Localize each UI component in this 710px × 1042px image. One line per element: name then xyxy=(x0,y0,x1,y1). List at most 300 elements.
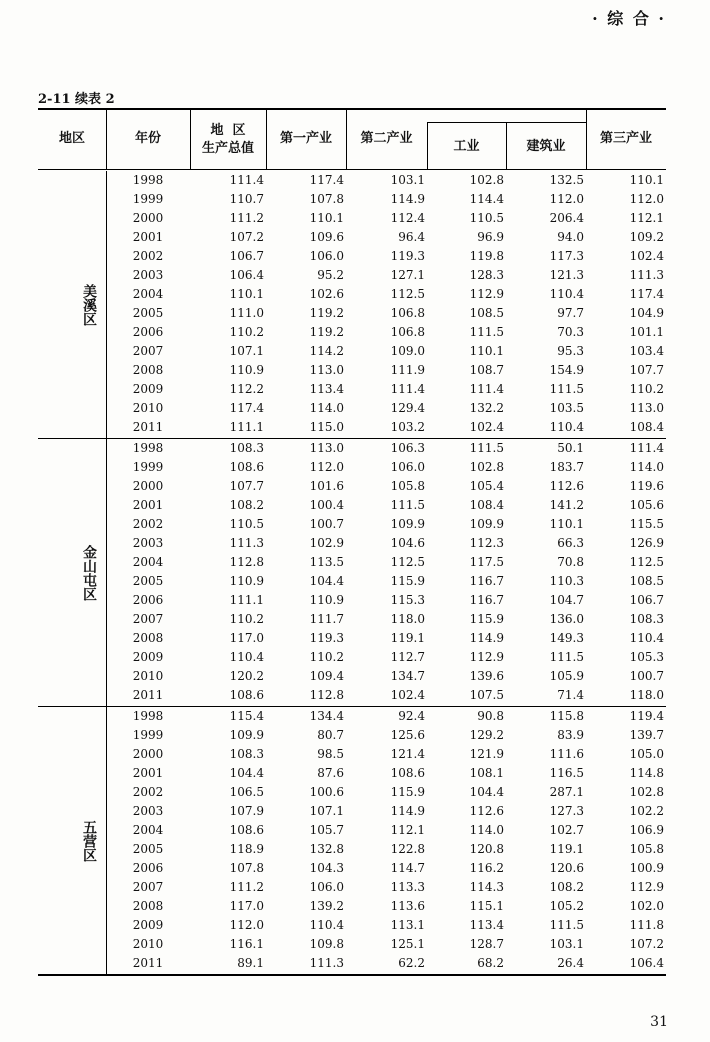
cell-tertiary: 105.3 xyxy=(629,650,664,664)
cell-tertiary: 104.9 xyxy=(629,306,664,320)
cell-year: 2011 xyxy=(132,956,164,970)
cell-industry: 129.2 xyxy=(469,728,504,742)
cell-secondary: 108.6 xyxy=(390,766,425,780)
cell-gdp: 108.6 xyxy=(229,688,264,702)
cell-primary: 112.0 xyxy=(309,460,344,474)
cell-primary: 104.4 xyxy=(309,574,344,588)
cell-primary: 119.3 xyxy=(309,631,344,645)
table-row xyxy=(38,610,666,629)
cell-tertiary: 102.4 xyxy=(629,249,664,263)
cell-tertiary: 111.8 xyxy=(629,918,664,932)
cell-secondary: 134.7 xyxy=(390,669,425,683)
table-row xyxy=(38,764,666,783)
table-row xyxy=(38,629,666,648)
cell-gdp: 110.1 xyxy=(229,287,264,301)
cell-gdp: 106.5 xyxy=(229,785,264,799)
cell-industry: 115.9 xyxy=(469,612,504,626)
cell-gdp: 111.1 xyxy=(229,593,264,607)
cell-primary: 111.7 xyxy=(309,612,344,626)
cell-secondary: 104.6 xyxy=(390,536,425,550)
table-row xyxy=(38,361,666,380)
cell-construction: 71.4 xyxy=(557,688,584,702)
cell-industry: 113.4 xyxy=(469,918,504,932)
cell-year: 2000 xyxy=(132,479,164,493)
cell-gdp: 111.0 xyxy=(229,306,264,320)
cell-primary: 102.6 xyxy=(309,287,344,301)
col-header-year: 年份 xyxy=(134,131,161,146)
cell-gdp: 107.1 xyxy=(229,344,264,358)
cell-year: 2007 xyxy=(132,344,164,358)
cell-construction: 111.5 xyxy=(549,382,584,396)
cell-year: 2004 xyxy=(132,287,164,301)
cell-primary: 114.0 xyxy=(309,401,344,415)
cell-primary: 119.2 xyxy=(309,306,344,320)
table-row xyxy=(38,935,666,954)
cell-tertiary: 105.6 xyxy=(629,498,664,512)
cell-primary: 106.0 xyxy=(309,880,344,894)
cell-secondary: 92.4 xyxy=(398,709,425,723)
cell-industry: 114.3 xyxy=(469,880,504,894)
cell-construction: 121.3 xyxy=(549,268,584,282)
cell-year: 1999 xyxy=(132,192,164,206)
cell-construction: 66.3 xyxy=(557,536,584,550)
cell-construction: 104.7 xyxy=(549,593,584,607)
cell-year: 2001 xyxy=(132,498,164,512)
cell-gdp: 120.2 xyxy=(229,669,264,683)
cell-industry: 128.7 xyxy=(469,937,504,951)
cell-tertiary: 114.8 xyxy=(629,766,664,780)
cell-tertiary: 110.1 xyxy=(629,173,664,187)
cell-tertiary: 114.0 xyxy=(629,460,664,474)
cell-industry: 90.8 xyxy=(477,709,504,723)
cell-secondary: 112.1 xyxy=(390,823,425,837)
cell-gdp: 117.0 xyxy=(229,899,264,913)
cell-primary: 100.6 xyxy=(309,785,344,799)
cell-construction: 102.7 xyxy=(549,823,584,837)
cell-secondary: 106.3 xyxy=(390,441,425,455)
cell-industry: 116.7 xyxy=(469,574,504,588)
cell-construction: 105.9 xyxy=(549,669,584,683)
cell-primary: 117.4 xyxy=(309,173,344,187)
cell-secondary: 106.8 xyxy=(390,325,425,339)
cell-year: 2008 xyxy=(132,631,164,645)
cell-tertiary: 111.4 xyxy=(629,441,664,455)
cell-tertiary: 105.8 xyxy=(629,842,664,856)
cell-tertiary: 110.2 xyxy=(629,382,664,396)
table-row xyxy=(38,686,666,705)
cell-secondary: 119.3 xyxy=(390,249,425,263)
region-name: 金山屯区 xyxy=(81,544,97,601)
cell-primary: 106.0 xyxy=(309,249,344,263)
cell-gdp: 117.4 xyxy=(229,401,264,415)
cell-gdp: 115.4 xyxy=(229,709,264,723)
cell-primary: 109.4 xyxy=(309,669,344,683)
cell-tertiary: 113.0 xyxy=(629,401,664,415)
cell-construction: 97.7 xyxy=(557,306,584,320)
cell-year: 2000 xyxy=(132,211,164,225)
cell-construction: 154.9 xyxy=(549,363,584,377)
cell-construction: 141.2 xyxy=(549,498,584,512)
cell-industry: 112.9 xyxy=(469,650,504,664)
cell-construction: 103.1 xyxy=(549,937,584,951)
cell-tertiary: 115.5 xyxy=(629,517,664,531)
cell-primary: 139.2 xyxy=(309,899,344,913)
cell-industry: 139.6 xyxy=(469,669,504,683)
cell-construction: 112.6 xyxy=(549,479,584,493)
cell-primary: 87.6 xyxy=(317,766,344,780)
cell-year: 1999 xyxy=(132,728,164,742)
cell-secondary: 103.1 xyxy=(390,173,425,187)
cell-primary: 132.8 xyxy=(309,842,344,856)
cell-industry: 102.8 xyxy=(469,173,504,187)
cell-industry: 115.1 xyxy=(469,899,504,913)
cell-industry: 114.4 xyxy=(469,192,504,206)
cell-gdp: 111.4 xyxy=(229,173,264,187)
table-row xyxy=(38,228,666,247)
cell-gdp: 110.9 xyxy=(229,574,264,588)
cell-industry: 128.3 xyxy=(469,268,504,282)
cell-primary: 111.3 xyxy=(309,956,344,970)
cell-industry: 111.5 xyxy=(469,325,504,339)
table-row xyxy=(38,591,666,610)
cell-gdp: 117.0 xyxy=(229,631,264,645)
cell-year: 2005 xyxy=(132,306,164,320)
cell-construction: 105.2 xyxy=(549,899,584,913)
cell-tertiary: 107.7 xyxy=(629,363,664,377)
cell-industry: 112.3 xyxy=(469,536,504,550)
cell-year: 2003 xyxy=(132,268,164,282)
cell-construction: 110.1 xyxy=(549,517,584,531)
table-row xyxy=(38,380,666,399)
table-row xyxy=(38,439,666,458)
cell-gdp: 107.2 xyxy=(229,230,264,244)
cell-construction: 116.5 xyxy=(549,766,584,780)
cell-industry: 119.8 xyxy=(469,249,504,263)
cell-primary: 80.7 xyxy=(317,728,344,742)
cell-industry: 104.4 xyxy=(469,785,504,799)
table-row xyxy=(38,821,666,840)
cell-secondary: 106.0 xyxy=(390,460,425,474)
col-header-region: 地区 xyxy=(58,131,85,146)
cell-primary: 104.3 xyxy=(309,861,344,875)
cell-secondary: 62.2 xyxy=(398,956,425,970)
cell-year: 2002 xyxy=(132,785,164,799)
cell-tertiary: 112.0 xyxy=(629,192,664,206)
cell-year: 2007 xyxy=(132,880,164,894)
table-row xyxy=(38,897,666,916)
cell-construction: 183.7 xyxy=(549,460,584,474)
cell-gdp: 111.2 xyxy=(229,211,264,225)
cell-primary: 115.0 xyxy=(309,420,344,434)
cell-year: 2008 xyxy=(132,899,164,913)
cell-tertiary: 102.2 xyxy=(629,804,664,818)
cell-construction: 127.3 xyxy=(549,804,584,818)
cell-year: 2004 xyxy=(132,823,164,837)
cell-year: 2006 xyxy=(132,593,164,607)
cell-year: 2009 xyxy=(132,918,164,932)
cell-gdp: 110.2 xyxy=(229,612,264,626)
cell-gdp: 108.6 xyxy=(229,823,264,837)
cell-construction: 83.9 xyxy=(557,728,584,742)
cell-gdp: 118.9 xyxy=(229,842,264,856)
cell-primary: 100.7 xyxy=(309,517,344,531)
cell-industry: 111.4 xyxy=(469,382,504,396)
cell-primary: 110.9 xyxy=(309,593,344,607)
cell-secondary: 121.4 xyxy=(390,747,425,761)
cell-industry: 109.9 xyxy=(469,517,504,531)
cell-secondary: 122.8 xyxy=(390,842,425,856)
cell-tertiary: 112.9 xyxy=(629,880,664,894)
table-row xyxy=(38,802,666,821)
cell-secondary: 111.4 xyxy=(390,382,425,396)
cell-tertiary: 106.4 xyxy=(629,956,664,970)
cell-secondary: 112.5 xyxy=(390,555,425,569)
table-row xyxy=(38,859,666,878)
cell-tertiary: 102.0 xyxy=(629,899,664,913)
cell-primary: 110.1 xyxy=(309,211,344,225)
cell-construction: 119.1 xyxy=(549,842,584,856)
table-row xyxy=(38,515,666,534)
col-header-tertiary: 第三产业 xyxy=(599,131,652,146)
col-header-industry: 工业 xyxy=(453,139,480,154)
table-row xyxy=(38,399,666,418)
cell-tertiary: 111.3 xyxy=(629,268,664,282)
cell-construction: 26.4 xyxy=(557,956,584,970)
table-row xyxy=(38,247,666,266)
cell-gdp: 110.9 xyxy=(229,363,264,377)
cell-primary: 110.4 xyxy=(309,918,344,932)
table-row xyxy=(38,285,666,304)
cell-construction: 111.5 xyxy=(549,918,584,932)
cell-gdp: 111.3 xyxy=(229,536,264,550)
cell-tertiary: 102.8 xyxy=(629,785,664,799)
table-row xyxy=(38,209,666,228)
cell-year: 2011 xyxy=(132,688,164,702)
cell-primary: 134.4 xyxy=(309,709,344,723)
cell-primary: 119.2 xyxy=(309,325,344,339)
table-row xyxy=(38,496,666,515)
cell-secondary: 96.4 xyxy=(398,230,425,244)
cell-secondary: 111.9 xyxy=(390,363,425,377)
cell-industry: 120.8 xyxy=(469,842,504,856)
cell-year: 2006 xyxy=(132,325,164,339)
cell-construction: 110.4 xyxy=(549,287,584,301)
cell-year: 2004 xyxy=(132,555,164,569)
table-label: 2-11 续表 2 xyxy=(38,92,115,107)
cell-primary: 114.2 xyxy=(309,344,344,358)
cell-gdp: 106.4 xyxy=(229,268,264,282)
cell-tertiary: 118.0 xyxy=(629,688,664,702)
cell-industry: 108.5 xyxy=(469,306,504,320)
cell-construction: 50.1 xyxy=(557,441,584,455)
cell-secondary: 105.8 xyxy=(390,479,425,493)
cell-primary: 113.0 xyxy=(309,363,344,377)
table-row xyxy=(38,458,666,477)
table-row xyxy=(38,726,666,745)
cell-secondary: 129.4 xyxy=(390,401,425,415)
cell-construction: 70.3 xyxy=(557,325,584,339)
cell-year: 2010 xyxy=(132,937,164,951)
cell-primary: 107.1 xyxy=(309,804,344,818)
table-row xyxy=(38,534,666,553)
cell-industry: 108.4 xyxy=(469,498,504,512)
cell-tertiary: 112.5 xyxy=(629,555,664,569)
cell-tertiary: 109.2 xyxy=(629,230,664,244)
cell-construction: 206.4 xyxy=(549,211,584,225)
cell-tertiary: 108.4 xyxy=(629,420,664,434)
cell-secondary: 114.9 xyxy=(390,804,425,818)
cell-secondary: 103.2 xyxy=(390,420,425,434)
cell-primary: 101.6 xyxy=(309,479,344,493)
cell-secondary: 127.1 xyxy=(390,268,425,282)
table-row xyxy=(38,954,666,973)
cell-primary: 105.7 xyxy=(309,823,344,837)
cell-secondary: 115.9 xyxy=(390,785,425,799)
cell-tertiary: 119.6 xyxy=(629,479,664,493)
group-rule xyxy=(38,974,666,976)
cell-year: 2008 xyxy=(132,363,164,377)
cell-industry: 112.9 xyxy=(469,287,504,301)
cell-secondary: 118.0 xyxy=(390,612,425,626)
cell-industry: 102.8 xyxy=(469,460,504,474)
cell-industry: 110.1 xyxy=(469,344,504,358)
cell-tertiary: 117.4 xyxy=(629,287,664,301)
table-row xyxy=(38,916,666,935)
cell-secondary: 102.4 xyxy=(390,688,425,702)
cell-construction: 111.6 xyxy=(549,747,584,761)
cell-year: 2011 xyxy=(132,420,164,434)
cell-secondary: 113.1 xyxy=(390,918,425,932)
cell-year: 2000 xyxy=(132,747,164,761)
cell-tertiary: 108.3 xyxy=(629,612,664,626)
cell-industry: 102.4 xyxy=(469,420,504,434)
cell-primary: 98.5 xyxy=(317,747,344,761)
cell-gdp: 89.1 xyxy=(237,956,264,970)
cell-year: 2009 xyxy=(132,382,164,396)
cell-tertiary: 106.9 xyxy=(629,823,664,837)
cell-industry: 110.5 xyxy=(469,211,504,225)
cell-tertiary: 108.5 xyxy=(629,574,664,588)
cell-industry: 121.9 xyxy=(469,747,504,761)
cell-construction: 108.2 xyxy=(549,880,584,894)
col-header-construction: 建筑业 xyxy=(526,139,566,154)
table-row xyxy=(38,667,666,686)
cell-construction: 110.4 xyxy=(549,420,584,434)
cell-construction: 111.5 xyxy=(549,650,584,664)
cell-industry: 117.5 xyxy=(469,555,504,569)
cell-year: 2005 xyxy=(132,574,164,588)
cell-primary: 100.4 xyxy=(309,498,344,512)
cell-gdp: 111.2 xyxy=(229,880,264,894)
cell-gdp: 112.0 xyxy=(229,918,264,932)
cell-tertiary: 126.9 xyxy=(629,536,664,550)
cell-construction: 110.3 xyxy=(549,574,584,588)
region-name: 美溪区 xyxy=(81,283,97,326)
table-row xyxy=(38,783,666,802)
cell-year: 2009 xyxy=(132,650,164,664)
table-row xyxy=(38,477,666,496)
cell-primary: 113.5 xyxy=(309,555,344,569)
cell-year: 2010 xyxy=(132,669,164,683)
cell-year: 2003 xyxy=(132,804,164,818)
cell-secondary: 125.1 xyxy=(390,937,425,951)
cell-year: 2007 xyxy=(132,612,164,626)
cell-construction: 287.1 xyxy=(549,785,584,799)
table-row xyxy=(38,707,666,726)
cell-secondary: 109.0 xyxy=(390,344,425,358)
cell-construction: 136.0 xyxy=(549,612,584,626)
col-header-secondary: 第二产业 xyxy=(360,131,413,146)
cell-gdp: 112.2 xyxy=(229,382,264,396)
cell-primary: 112.8 xyxy=(309,688,344,702)
cell-secondary: 109.9 xyxy=(390,517,425,531)
region-name: 五营区 xyxy=(81,819,97,862)
table-row xyxy=(38,266,666,285)
cell-year: 2001 xyxy=(132,230,164,244)
cell-industry: 108.1 xyxy=(469,766,504,780)
cell-industry: 107.5 xyxy=(469,688,504,702)
table-row xyxy=(38,572,666,591)
cell-tertiary: 107.2 xyxy=(629,937,664,951)
cell-gdp: 112.8 xyxy=(229,555,264,569)
cell-industry: 96.9 xyxy=(477,230,504,244)
cell-primary: 110.2 xyxy=(309,650,344,664)
cell-gdp: 108.6 xyxy=(229,460,264,474)
cell-tertiary: 112.1 xyxy=(629,211,664,225)
table-row xyxy=(38,418,666,437)
cell-year: 1998 xyxy=(132,173,164,187)
cell-gdp: 110.2 xyxy=(229,325,264,339)
cell-construction: 120.6 xyxy=(549,861,584,875)
cell-year: 2002 xyxy=(132,249,164,263)
cell-secondary: 106.8 xyxy=(390,306,425,320)
cell-secondary: 115.3 xyxy=(390,593,425,607)
table-row xyxy=(38,323,666,342)
cell-secondary: 119.1 xyxy=(390,631,425,645)
cell-gdp: 108.3 xyxy=(229,747,264,761)
table-row xyxy=(38,171,666,190)
cell-industry: 132.2 xyxy=(469,401,504,415)
cell-primary: 109.8 xyxy=(309,937,344,951)
cell-secondary: 113.3 xyxy=(390,880,425,894)
cell-gdp: 110.7 xyxy=(229,192,264,206)
cell-year: 2002 xyxy=(132,517,164,531)
cell-tertiary: 105.0 xyxy=(629,747,664,761)
cell-construction: 132.5 xyxy=(549,173,584,187)
cell-primary: 109.6 xyxy=(309,230,344,244)
cell-industry: 108.7 xyxy=(469,363,504,377)
cell-primary: 113.4 xyxy=(309,382,344,396)
cell-tertiary: 110.4 xyxy=(629,631,664,645)
cell-tertiary: 101.1 xyxy=(629,325,664,339)
cell-secondary: 125.6 xyxy=(390,728,425,742)
cell-year: 2010 xyxy=(132,401,164,415)
cell-construction: 95.3 xyxy=(557,344,584,358)
cell-tertiary: 119.4 xyxy=(629,709,664,723)
cell-secondary: 113.6 xyxy=(390,899,425,913)
cell-year: 2005 xyxy=(132,842,164,856)
cell-year: 1998 xyxy=(132,441,164,455)
cell-industry: 114.9 xyxy=(469,631,504,645)
cell-year: 2006 xyxy=(132,861,164,875)
cell-tertiary: 139.7 xyxy=(629,728,664,742)
cell-primary: 107.8 xyxy=(309,192,344,206)
cell-gdp: 111.1 xyxy=(229,420,264,434)
cell-gdp: 109.9 xyxy=(229,728,264,742)
table-row xyxy=(38,745,666,764)
table-row xyxy=(38,553,666,572)
cell-secondary: 114.7 xyxy=(390,861,425,875)
